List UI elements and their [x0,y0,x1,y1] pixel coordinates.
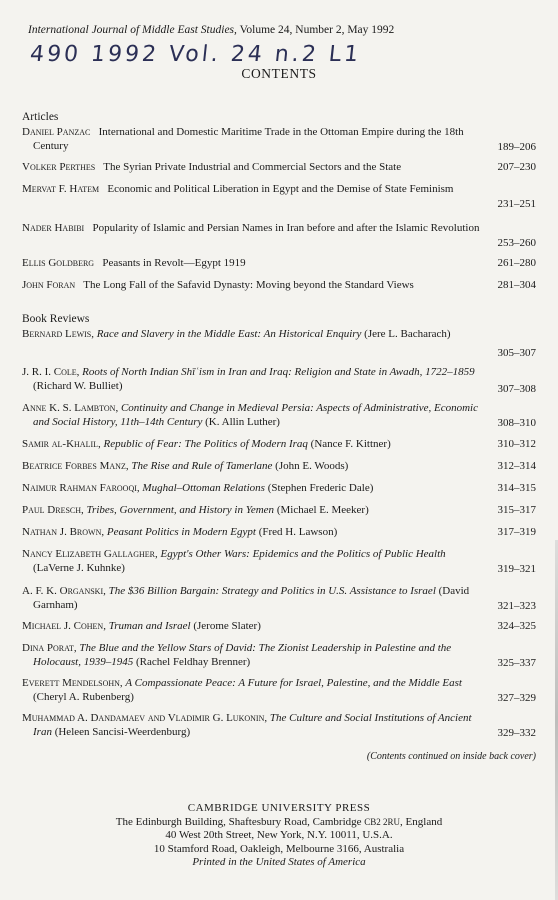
review-book-title: Race and Slavery in the Middle East: An Historical Enquiry [96,328,362,340]
review-entry [22,548,536,575]
review-entry [22,482,536,496]
publisher-address-au: 10 Stamford Road, Oakleigh, Melbourne 3166, Australia [153,842,405,855]
review-author: A. F. K. Organski, [22,585,106,597]
review-entry [22,585,536,612]
article-pages: 253–260 [497,237,536,249]
reviewer: (Fred H. Lawson) [258,526,338,538]
reviewer: (Nance F. Kittner) [310,438,391,450]
contents-title: CONTENTS [241,66,317,81]
printed-in: Printed in the United States of America [192,856,366,868]
journal-name: International Journal of Middle East Studies, [28,24,237,36]
review-pages: 310–312 [497,438,536,450]
review-pages: 314–315 [497,482,536,494]
article-pages: 189–206 [497,141,536,153]
article-author: John Foran [22,279,76,291]
review-pages: 327–329 [497,692,536,704]
review-author: Muhammad A. Dandamaev and Vladimir G. Lukonin, [22,712,268,724]
review-author: Bernard Lewis, [22,328,94,340]
review-author: Anne K. S. Lambton, [22,402,119,414]
contents-continued-note: (Contents continued on inside back cover) [366,751,536,762]
review-author: Samir al-Khalil, [22,438,101,450]
article-author: Mervat F. Hatem [22,183,100,195]
review-pages: 308–310 [497,417,536,429]
review-book-title: Republic of Fear: The Politics of Modern Iraq [103,438,308,450]
review-book-title: The Rise and Rule of Tamerlane [131,460,273,472]
review-book-title: Truman and Israel [108,620,191,632]
publisher-block [0,802,558,870]
article-title: Peasants in Revolt—Egypt 1919 [102,257,246,269]
article-entry [22,183,536,210]
review-book-title: Egypt's Other Wars: Epidemics and the Politics of Public Health [160,548,446,560]
article-author: Ellis Goldberg [22,257,95,269]
reviewer: (Heleen Sancisi-Weerdenburg) [54,725,191,738]
review-book-title: Tribes, Government, and History in Yemen [86,504,275,516]
article-entry [22,257,536,271]
review-entry [22,642,536,669]
article-entry [22,279,536,293]
article-entry [22,161,536,175]
review-book-title: Peasant Politics in Modern Egypt [106,526,256,538]
article-title: The Syrian Private Industrial and Commercial Sectors and the State [103,161,402,173]
review-author: Paul Dresch, [22,504,84,516]
review-entry [22,402,536,429]
review-entry [22,526,536,540]
reviewer: (John E. Woods) [275,460,349,472]
review-entry [22,620,536,634]
review-entry [22,677,536,704]
review-pages: 325–337 [497,657,536,669]
review-book-title: The Culture and Social Institutions of Ancient Iran [33,712,472,738]
review-book-title: Mughal–Ottoman Relations [142,482,265,494]
review-author: Michael J. Cohen, [22,620,106,632]
review-book-title: A Compassionate Peace: A Future for Israel, Palestine, and the Middle East [125,677,462,689]
review-pages: 315–317 [497,504,536,516]
article-title: The Long Fall of the Safavid Dynasty: Moving beyond the Standard Views [83,279,414,291]
book-reviews-heading: Book Reviews [22,313,90,325]
article-author: Volker Perthes [22,161,96,173]
article-title: Popularity of Islamic and Persian Names in Iran before and after the Islamic Revolution [92,222,480,234]
article-author: Nader Habibi [22,222,85,234]
reviewer: (Cheryl A. Rubenberg) [33,690,134,703]
article-author: Daniel Panzac [22,126,91,138]
reviewer: (Richard W. Bulliet) [33,379,123,392]
article-title: Economic and Political Liberation in Egypt and the Demise of State Feminism [107,183,454,195]
review-pages: 329–332 [497,727,536,739]
reviewer: (Jerome Slater) [193,620,261,632]
review-pages: 319–321 [497,563,536,575]
review-entry [22,712,536,739]
reviewer: (David Garnham) [33,585,470,611]
article-entry [22,222,536,249]
publisher-address-uk: The Edinburgh Building, Shaftesbury Road, Cambridge CB2 2RU, England [115,815,443,828]
review-entry [22,460,536,474]
reviewer: (Jere L. Bacharach) [364,328,451,340]
review-author: Dina Porat, [22,642,77,654]
review-author: J. R. I. Cole, [22,366,80,378]
review-entry [22,328,536,359]
reviewer: (K. Allin Luther) [205,415,280,428]
review-author: Naimur Rahman Farooqi, [22,482,140,494]
article-pages: 281–304 [497,279,536,291]
review-book-title: Continuity and Change in Medieval Persia: Aspects of Administrative, Economic and Social History, 11th–14th Century [33,402,478,428]
review-pages: 305–307 [497,347,536,359]
review-pages: 317–319 [497,526,536,538]
issue-info: Volume 24, Number 2, May 1992 [236,24,395,36]
publisher-address-us: 40 West 20th Street, New York, N.Y. 10011, U.S.A. [165,829,393,841]
review-entry [22,438,536,452]
review-entry [22,366,536,393]
review-author: Beatrice Forbes Manz, [22,460,129,472]
review-author: Everett Mendelsohn, [22,677,123,689]
article-entry [22,126,536,153]
review-pages: 307–308 [497,383,536,395]
publisher-name: CAMBRIDGE UNIVERSITY PRESS [187,802,371,814]
reviewer: (Michael E. Meeker) [276,504,369,516]
review-book-title: Roots of North Indian Shīʿism in Iran and Iraq: Religion and State in Awadh, 1722–1859 [82,366,475,378]
journal-header [28,24,394,36]
article-title: International and Domestic Maritime Trade in the Ottoman Empire during the 18th Century [33,126,464,152]
review-pages: 324–325 [497,620,536,632]
article-pages: 207–230 [497,161,536,173]
review-book-title: The Blue and the Yellow Stars of David: The Zionist Leadership in Palestine and the Holocaust, 1939–1945 [33,642,452,668]
reviewer: (LaVerne J. Kuhnke) [33,561,125,574]
article-pages: 261–280 [497,257,536,269]
reviewer: (Rachel Feldhay Brenner) [135,655,251,668]
reviewer: (Stephen Frederic Dale) [267,482,374,494]
review-book-title: The $36 Billion Bargain: Strategy and Politics in U.S. Assistance to Israel [108,585,436,597]
review-entry [22,504,536,518]
handwritten-shelfmark: 490 1992 Vol. 24 n.2 L1 [28,42,363,67]
article-pages: 231–251 [497,198,536,210]
review-pages: 312–314 [497,460,536,472]
review-author: Nancy Elizabeth Gallagher, [22,548,158,560]
review-author: Nathan J. Brown, [22,526,105,538]
review-pages: 321–323 [497,600,536,612]
articles-heading: Articles [22,111,59,123]
